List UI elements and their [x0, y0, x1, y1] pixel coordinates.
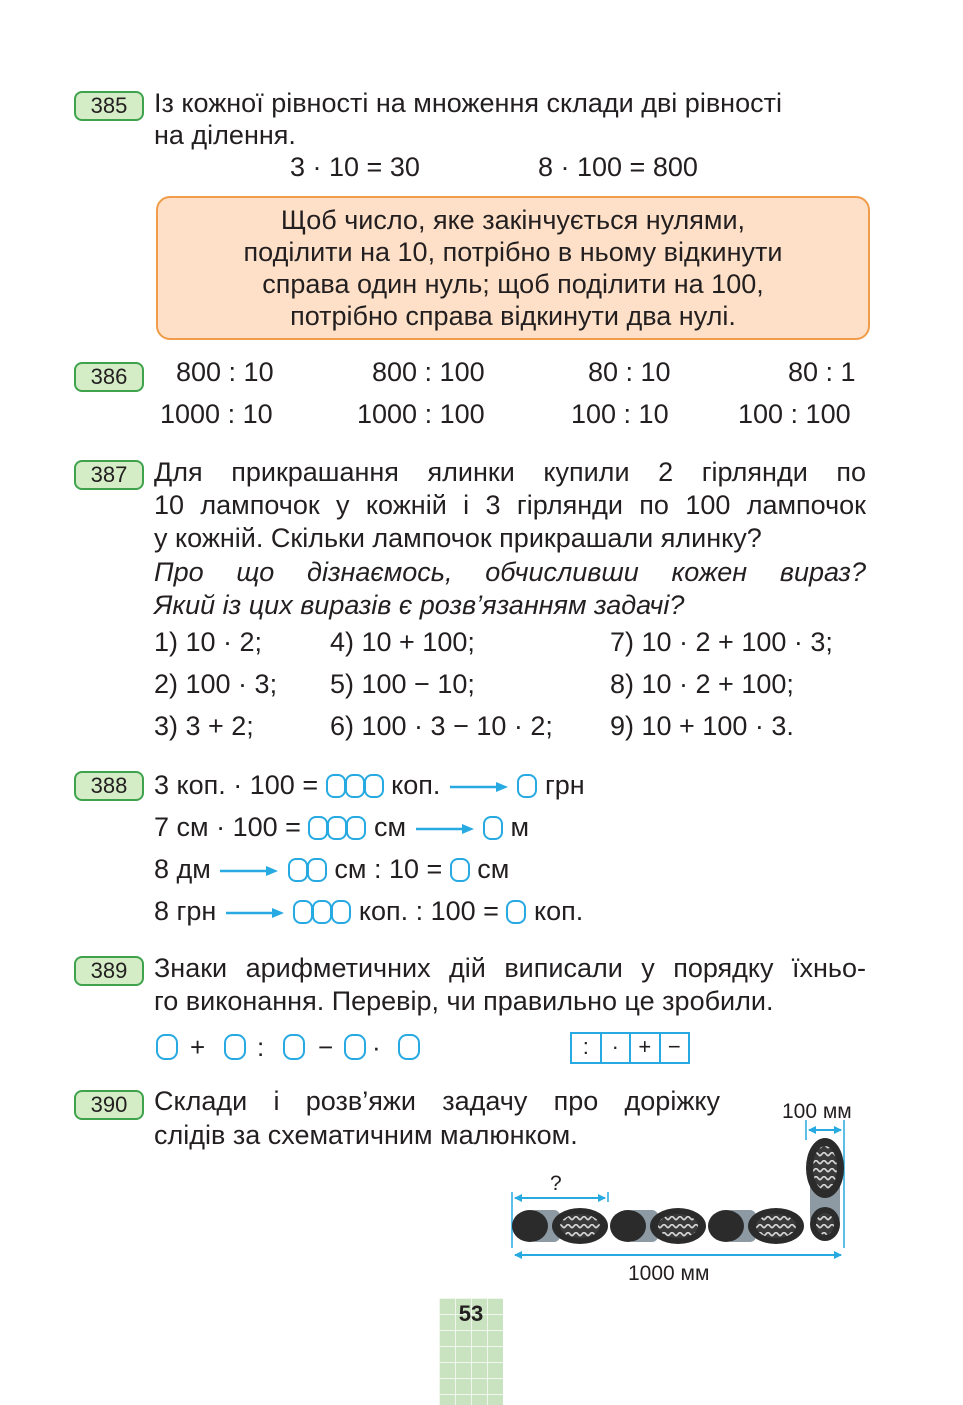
ex386-expr: 1000 : 10 [160, 399, 273, 429]
footprints-diagram [500, 1120, 860, 1262]
operator-sign: : [257, 1032, 265, 1062]
ex387-text-line-3: у кожній. Скільки лампочок прикрашали ялинку? [154, 523, 762, 553]
operation-order-table [570, 1032, 690, 1064]
shoe-print-icon [610, 1208, 706, 1244]
operand-box[interactable] [283, 1034, 305, 1060]
sign-cell: : [572, 1034, 602, 1062]
label-question: ? [550, 1172, 562, 1195]
ex390-text-line-2: слідів за схематичним малюнком. [154, 1120, 578, 1150]
exercise-number-388: 388 [74, 771, 144, 801]
ex387-option: 7) 10 · 2 + 100 · 3; [610, 627, 833, 657]
ex388-row-1 [154, 768, 585, 802]
sign-cell: − [667, 1034, 681, 1059]
arrow-right-icon [414, 822, 476, 836]
operand-box[interactable] [156, 1034, 178, 1060]
ex388-text: 7 см · 100 = [154, 812, 301, 842]
ex387-option: 3) 3 + 2; [154, 711, 254, 741]
ex388-text: см : 10 = [334, 854, 443, 884]
ex390-text-line-1: Склади і розв’яжи задачу про доріжку [154, 1086, 720, 1116]
rule-line-3: справа один нуль; щоб поділити на 100, [262, 269, 764, 299]
answer-cells[interactable] [288, 854, 327, 884]
operator-sign: + [190, 1032, 206, 1062]
ex388-text: 8 грн [154, 896, 217, 926]
ex388-row-4 [154, 894, 583, 928]
label-1000-mm: 1000 мм [628, 1262, 710, 1285]
ex385-equation-2: 8 · 100 = 800 [538, 152, 698, 182]
shoe-print-icon [512, 1208, 608, 1244]
operator-sign: − [318, 1032, 334, 1062]
ex387-text-line-1: Для прикрашання ялинки купили 2 гірлянди по [154, 457, 866, 487]
ex387-option: 5) 100 − 10; [330, 669, 475, 699]
ex387-option: 4) 10 + 100; [330, 627, 475, 657]
ex387-question-2: Який із цих виразів є розв’язанням задачі? [154, 590, 685, 620]
ex388-text: 8 дм [154, 854, 211, 884]
ex388-row-3 [154, 852, 509, 886]
ex388-text: коп. : 100 = [358, 896, 499, 926]
arrow-right-icon [224, 906, 286, 920]
ex387-option: 8) 10 · 2 + 100; [610, 669, 794, 699]
label-100-mm: 100 мм [782, 1100, 852, 1123]
ex386-expr: 80 : 1 [788, 357, 856, 387]
ex388-text: см [373, 812, 406, 842]
ex388-text: коп. [391, 770, 441, 800]
arrow-right-icon [448, 780, 510, 794]
ex387-option: 9) 10 + 100 · 3. [610, 711, 794, 741]
ex388-text: м [510, 812, 530, 842]
answer-cells[interactable] [293, 896, 351, 926]
answer-cells[interactable] [506, 896, 526, 926]
ex388-row-2 [154, 810, 529, 844]
ex385-equation-1: 3 · 10 = 30 [290, 152, 420, 182]
ex385-text-line-1: Із кожної рівності на множення склади дві рівності [154, 88, 782, 118]
page-number-tab [439, 1298, 503, 1405]
ex388-text: см [477, 854, 510, 884]
shoe-print-icon [806, 1138, 844, 1241]
ex386-expr: 800 : 10 [176, 357, 274, 387]
ex386-expr: 1000 : 100 [357, 399, 485, 429]
ex387-question-1: Про що дізнаємось, обчисливши кожен вираз? [154, 557, 866, 587]
exercise-number-389: 389 [74, 956, 144, 986]
ex387-option: 6) 100 · 3 − 10 · 2; [330, 711, 553, 741]
answer-cells[interactable] [326, 770, 384, 800]
ex386-expr: 80 : 10 [588, 357, 671, 387]
page-number: 53 [458, 1301, 484, 1326]
operand-box[interactable] [344, 1034, 366, 1060]
exercise-number-387: 387 [74, 460, 144, 490]
ex389-text-line-2: го виконання. Перевір, чи правильно це зробили. [154, 986, 774, 1016]
ex388-text: коп. [533, 896, 584, 926]
rule-box [156, 196, 870, 340]
ex389-text-line-1: Знаки арифметичних дій виписали у порядку їхньо- [154, 953, 866, 983]
ex387-option: 2) 100 · 3; [154, 669, 278, 699]
rule-line-1: Щоб число, яке закінчується нулями, [280, 205, 746, 235]
rule-line-2: поділити на 10, потрібно в ньому відкинути [243, 237, 783, 267]
ex388-text: 3 коп. · 100 = [154, 770, 319, 800]
arrow-right-icon [218, 864, 280, 878]
exercise-number-390: 390 [74, 1090, 144, 1120]
exercise-number-385: 385 [74, 91, 144, 121]
sign-cell: + [631, 1034, 661, 1062]
shoe-print-icon [708, 1208, 804, 1244]
exercise-number-386: 386 [74, 362, 144, 392]
answer-cells[interactable] [308, 812, 366, 842]
ex386-expr: 100 : 100 [738, 399, 851, 429]
rule-line-4: потрібно справа відкинути два нулі. [290, 301, 736, 331]
ex386-expr: 800 : 100 [372, 357, 485, 387]
answer-cells[interactable] [483, 812, 503, 842]
ex387-option: 1) 10 · 2; [154, 627, 263, 657]
operator-sign: · [372, 1032, 381, 1062]
operand-box[interactable] [224, 1034, 246, 1060]
ex386-expr: 100 : 10 [571, 399, 669, 429]
ex387-text-line-2: 10 лампочок у кожній і 3 гірлянди по 100 лампочок [154, 490, 866, 520]
sign-cell: · [602, 1034, 632, 1062]
answer-cells[interactable] [517, 770, 537, 800]
answer-cells[interactable] [450, 854, 470, 884]
operand-box[interactable] [398, 1034, 420, 1060]
ex385-text-line-2: на ділення. [154, 120, 296, 150]
ex388-text: грн [544, 770, 585, 800]
